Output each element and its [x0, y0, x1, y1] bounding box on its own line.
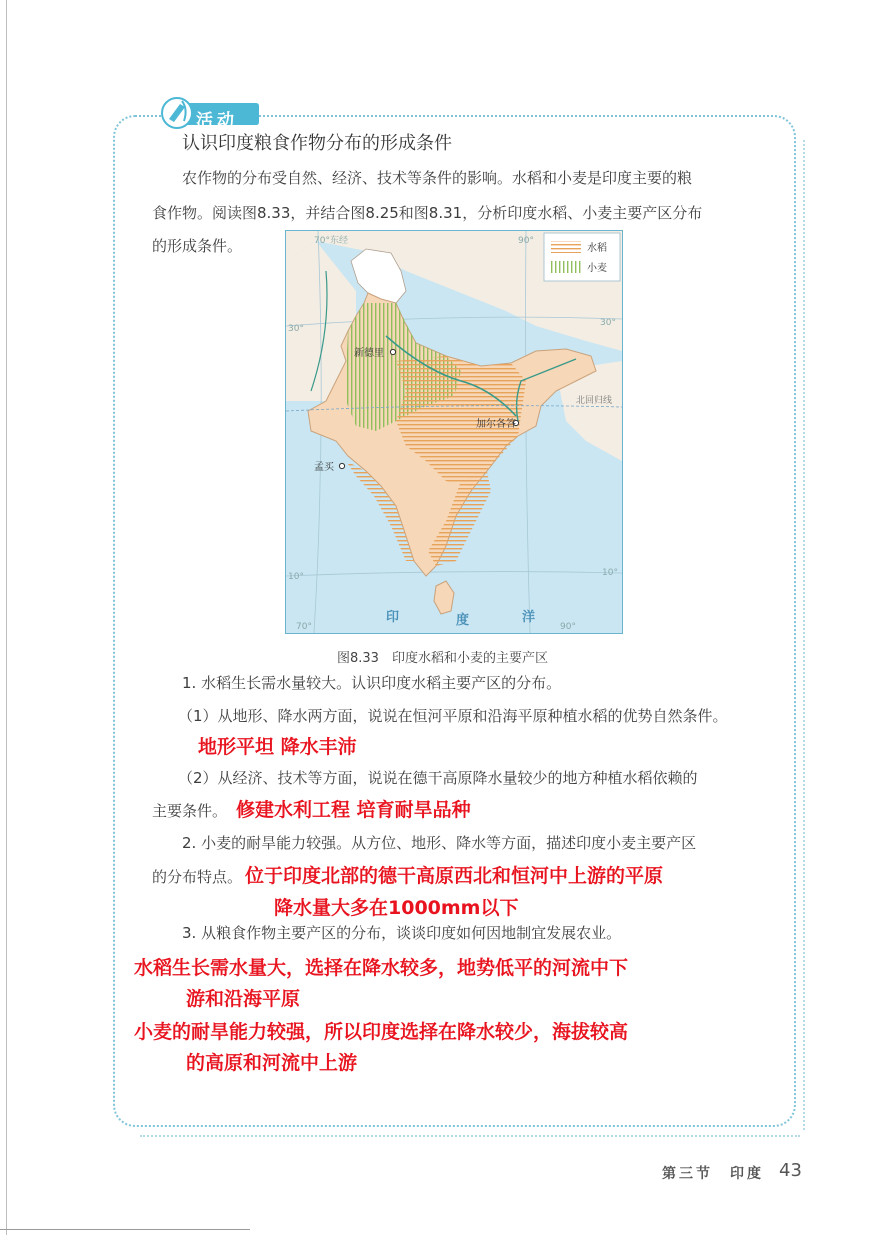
tropic-label: 北回归线 [576, 396, 613, 406]
activity-title: 认识印度粮食作物分布的形成条件 [182, 133, 452, 154]
activity-box-shadow-right [803, 140, 805, 1130]
q1-sub1: （1）从地形、降水两方面，说说在恒河平原和沿海平原种植水稻的优势自然条件。 [178, 707, 728, 725]
q3-answer-a-line1: 水稻生长需水量大，选择在降水较多，地势低平的河流中下 [134, 957, 629, 979]
q3-text: 3. 从粮食作物主要产区的分布，谈谈印度如何因地制宜发展农业。 [182, 924, 622, 942]
map-legend [544, 233, 620, 281]
lat-30-right: 30° [600, 318, 616, 328]
lat-10-left: 10° [288, 572, 304, 582]
legend-rice-label: 水稻 [587, 243, 607, 254]
q1-sub2-answer: 修建水利工程 培育耐旱品种 [236, 799, 471, 821]
footer-section-title: 第三节 印度 [662, 1166, 764, 1182]
intro-line-2: 食作物。阅读图8.33，并结合图8.25和图8.31，分析印度水稻、小麦主要产区分布 [152, 204, 703, 222]
q2-line1: 2. 小麦的耐旱能力较强。从方位、地形、降水等方面，描述印度小麦主要产区 [182, 834, 697, 852]
bottom-rule [0, 1229, 250, 1230]
page-gutter-line [6, 0, 7, 1235]
q1-sub2-line1: （2）从经济、技术等方面，说说在德干高原降水量较少的地方种植水稻依赖的 [178, 769, 698, 787]
kolkata-label: 加尔各答 [476, 419, 516, 430]
intro-line-3: 的形成条件。 [152, 237, 243, 255]
q2-answer-line2: 降水量大多在1000mm以下 [274, 897, 519, 919]
q1-text: 1. 水稻生长需水量较大。认识印度水稻主要产区的分布。 [182, 674, 562, 692]
lat-10-right: 10° [602, 568, 618, 578]
ocean-label-3: 洋 [522, 610, 536, 625]
activity-badge-label: 活动 [196, 111, 238, 131]
delhi-marker [390, 349, 395, 354]
q3-answer-b-line2: 的高原和河流中上游 [186, 1052, 358, 1074]
q2-line2: 的分布特点。 [152, 868, 243, 886]
figure-caption: 图8.33 印度水稻和小麦的主要产区 [337, 651, 548, 666]
ocean-label-1: 印 [386, 610, 400, 625]
legend-wheat-swatch [551, 261, 581, 273]
q1-sub1-answer: 地形平坦 降水丰沛 [198, 736, 357, 758]
lon-70-top: 70°东经 [314, 236, 348, 246]
activity-box-shadow-bottom [140, 1135, 800, 1137]
q3-answer-a-line2: 游和沿海平原 [186, 988, 301, 1010]
q2-answer-line1: 位于印度北部的德干高原西北和恒河中上游的平原 [245, 865, 664, 887]
india-crop-map [285, 230, 623, 634]
legend-wheat-label: 小麦 [587, 263, 607, 274]
legend-rice-swatch [551, 241, 581, 253]
mumbai-marker [339, 463, 344, 468]
lat-30-left: 30° [288, 324, 304, 334]
mumbai-label: 孟买 [314, 462, 334, 473]
q3-answer-b-line1: 小麦的耐旱能力较强，所以印度选择在降水较少，海拔较高 [134, 1021, 629, 1043]
delhi-label: 新德里 [354, 348, 384, 359]
page-number: 43 [779, 1160, 802, 1181]
lon-70-bottom: 70° [296, 622, 312, 632]
intro-line-1: 农作物的分布受自然、经济、技术等条件的影响。水稻和小麦是印度主要的粮 [182, 169, 693, 187]
lon-90-top: 90° [518, 236, 534, 246]
lon-90-bottom: 90° [560, 622, 576, 632]
q1-sub2-line2: 主要条件。 [152, 802, 228, 820]
ocean-label-2: 度 [456, 613, 470, 628]
